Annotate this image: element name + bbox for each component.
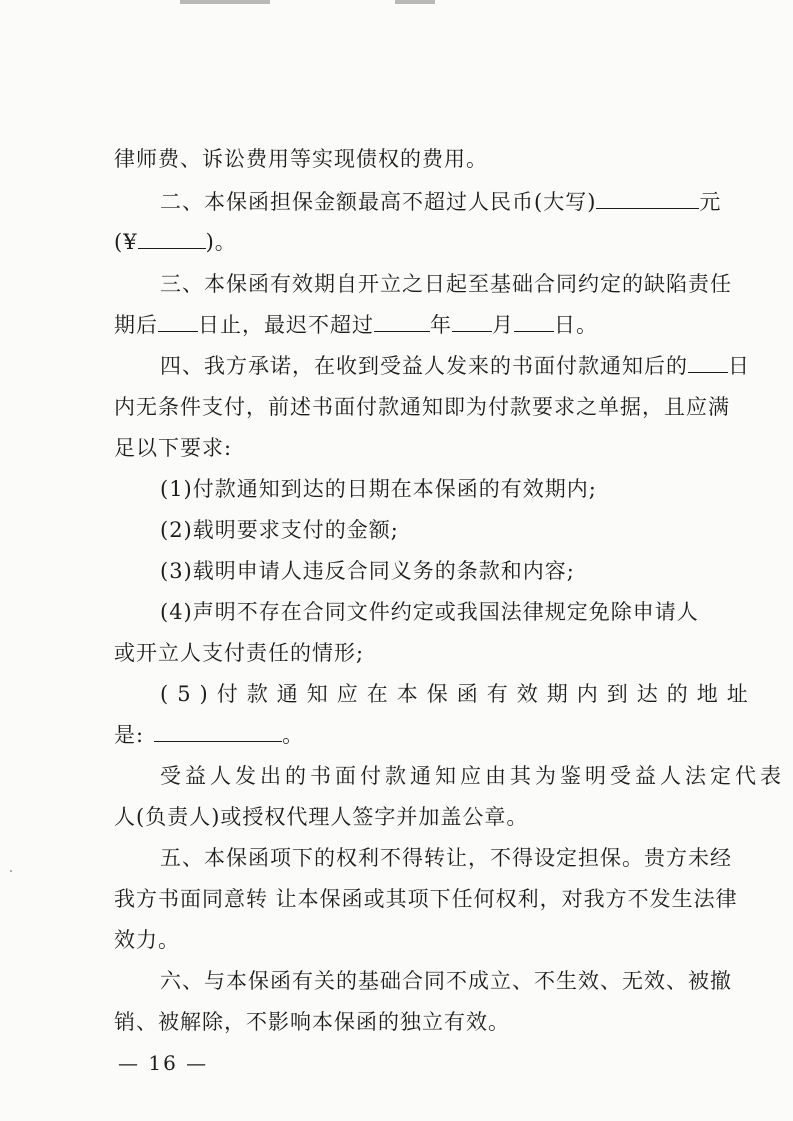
days-blank[interactable]: [158, 311, 198, 332]
body-line-16: 受益人发出的书面付款通知应由其为鉴明受益人法定代表: [160, 764, 785, 788]
body-line-8: 足以下要求:: [114, 436, 233, 460]
scan-artifact: [10, 870, 12, 872]
month-blank[interactable]: [452, 311, 492, 332]
body-line-5: 期后 日止，最迟不超过 年 月 日。: [114, 313, 598, 337]
scan-artifact: [180, 0, 270, 4]
amount-words-blank[interactable]: [596, 188, 699, 209]
page-number: — 16 —: [118, 1051, 209, 1075]
body-line-18: 五、本保函项下的权利不得转让，不得设定担保。贵方未经: [160, 846, 732, 870]
body-line-21: 六、与本保函有关的基础合同不成立、不生效、无效、被撤: [160, 969, 732, 993]
requirement-4: (4)声明不存在合同文件约定或我国法律规定免除申请人: [160, 600, 699, 624]
day-blank[interactable]: [514, 311, 554, 332]
body-line-1: 律师费、诉讼费用等实现债权的费用。: [114, 147, 488, 171]
body-line-3: (¥ )。: [114, 230, 237, 254]
body-line-2: 二、本保函担保金额最高不超过人民币(大写) 元: [160, 190, 722, 214]
body-line-17: 人(负责人)或授权代理人签字并加盖公章。: [114, 805, 529, 829]
body-line-6: 四、我方承诺，在收到受益人发来的书面付款通知后的 日: [160, 354, 750, 378]
address-blank[interactable]: [154, 721, 282, 742]
requirement-1: (1)付款通知到达的日期在本保函的有效期内;: [160, 477, 597, 501]
amount-figure-blank[interactable]: [138, 228, 206, 249]
body-line-19: 我方书面同意转 让本保函或其项下任何权利，对我方不发生法律: [114, 887, 738, 911]
requirement-5: (5)付款通知应在本保函有效期内到达的地址: [160, 682, 757, 706]
body-line-7: 内无条件支付，前述书面付款通知即为付款要求之单据，且应满: [114, 395, 730, 419]
body-line-4: 三、本保函有效期自开立之日起至基础合同约定的缺陷责任: [160, 272, 732, 296]
body-line-22: 销、被解除，不影响本保函的独立有效。: [114, 1010, 510, 1034]
scan-artifact: [395, 0, 435, 4]
requirement-3: (3)载明申请人违反合同义务的条款和内容;: [160, 559, 575, 583]
requirement-5-cont: 是: 。: [114, 723, 305, 747]
requirement-2: (2)载明要求支付的金额;: [160, 518, 399, 542]
body-line-20: 效力。: [114, 928, 180, 952]
year-blank[interactable]: [374, 311, 430, 332]
payment-days-blank[interactable]: [688, 352, 728, 373]
requirement-4-cont: 或开立人支付责任的情形;: [114, 641, 365, 665]
